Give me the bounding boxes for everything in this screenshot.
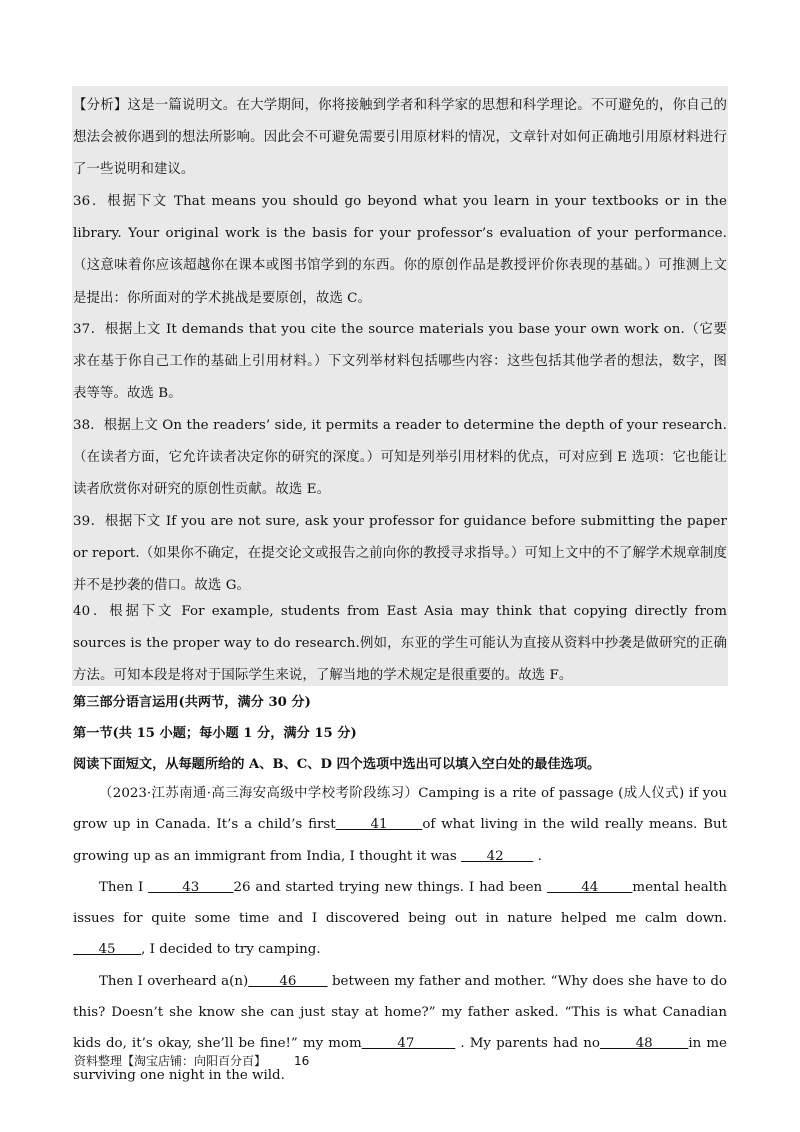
blank-43[interactable]: 43 xyxy=(148,879,234,895)
blank-44[interactable]: 44 xyxy=(547,879,633,895)
page-footer xyxy=(74,1052,309,1069)
blank-46[interactable]: 46 xyxy=(248,973,328,989)
passage-paragraph-2: Then I 43 26 and started trying new things. I had been 44 mental health issues for quite some time and I discovered being out in nature helped me calm down. 45 , I decided to try camping. xyxy=(73,879,727,958)
page-number: 16 xyxy=(294,1054,310,1068)
blank-48[interactable]: 48 xyxy=(599,1036,689,1052)
analysis-item-37: 37．根据上文 It demands that you cite the source materials you base your own work on.（它要求在基于你自己工作的基础上引用材料。）下文列举材料包括哪些内容：这些包括其他学者的想法，数字，图表等等。故选 B。 xyxy=(73,322,727,402)
passage-paragraph-1: （2023·江苏南通·高三海安高级中学校考阶段练习）Camping is a rite of passage (成人仪式) if you grow up in Canada. It’s a child’s first 41 of what living in the wild really means. But growing up as an immigrant from India, I thought it was 42 . xyxy=(73,786,727,864)
reading-passage xyxy=(73,778,727,1091)
analysis-item-36: 36．根据下文 That means you should go beyond what you learn in your textbooks or in the library. Your original work is the basis for your professor’s evaluation of your performance.（这意味着你应该超越你在课本或图书馆学到的东西。你的原创作品是教授评价你表现的基础。）可推测上文是提出：你所面对的学术挑战是要原创，故选 C。 xyxy=(73,194,727,306)
part-title: 第三部分语言运用(共两节，满分 30 分) xyxy=(73,695,311,710)
footer-source: 资料整理【淘宝店铺：向阳百分百】 xyxy=(74,1054,267,1068)
analysis-item-38: 38．根据上文 On the readers’ side, it permits a reader to determine the depth of your research.（在读者方面，它允许读者决定你的研究的深度。）可知是列举引用材料的优点，可对应到 E 选项：它也能让读者欣赏你对研究的原创性贡献。故选 E。 xyxy=(73,418,727,498)
analysis-item-39: 39．根据下文 If you are not sure, ask your professor for guidance before submitting the paper or report.（如果你不确定，在提交论文或报告之前向你的教授寻求指导。）可知上文中的不了解学术规章制度并不是抄袭的借口。故选 G。 xyxy=(73,514,727,594)
analysis-intro: 【分析】这是一篇说明文。在大学期间，你将接触到学者和科学家的思想和科学理论。不可避免的，你自己的想法会被你遇到的想法所影响。因此会不可避免需要引用原材料的情况，文章针对如何正确地引用原材料进行了一些说明和建议。 xyxy=(73,98,727,178)
blank-47[interactable]: 47 xyxy=(361,1036,456,1052)
blank-45[interactable]: 45 xyxy=(73,942,142,958)
analysis-item-40: 40．根据下文 For example, students from East Asia may think that copying directly from sources is the proper way to do research.例如，东亚的学生可能认为直接从资料中抄袭是做研究的正确方法。可知本段是将对于国际学生来说，了解当地的学术规定是很重要的。故选 F。 xyxy=(73,604,727,684)
instruction: 阅读下面短文，从每题所给的 A、B、C、D 四个选项中选出可以填入空白处的最佳选项。 xyxy=(73,757,601,772)
blank-42[interactable]: 42 xyxy=(461,848,534,864)
subsection-title: 第一节(共 15 小题；每小题 1 分，满分 15 分) xyxy=(73,726,357,741)
blank-41[interactable]: 41 xyxy=(335,817,423,833)
passage-paragraph-3: Then I overheard a(n) 46 between my father and mother. “Why does she have to do this? Doesn’t she know she can just stay at home?” my father asked. “This is what Canadian kids do, it’s okay, she’ll be fine!” my mom 47 . My parents had no 48 in me surviving one night in the wild. xyxy=(73,973,727,1083)
